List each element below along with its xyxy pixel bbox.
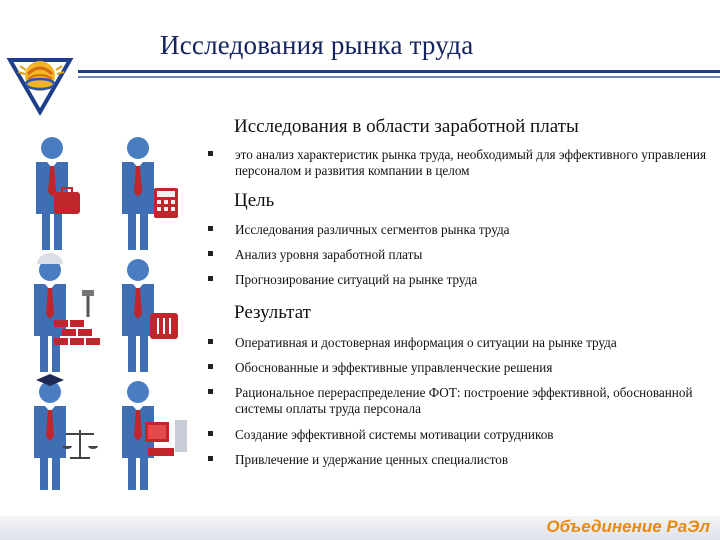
person-briefcase-icon — [36, 137, 80, 250]
bullet-icon — [208, 226, 213, 231]
section-heading-result: Результат — [234, 302, 311, 323]
person-calculator-icon — [122, 137, 178, 250]
person-computer-icon — [122, 381, 187, 490]
bullet-icon — [208, 251, 213, 256]
bullet-icon — [208, 339, 213, 344]
person-toolbox-icon — [122, 259, 178, 372]
workers-illustration — [20, 130, 200, 490]
section-heading-salary: Исследования в области заработной платы — [234, 116, 579, 137]
title-divider — [78, 70, 720, 73]
bullet-icon — [208, 431, 213, 436]
section-heading-goal: Цель — [234, 190, 275, 211]
list-item: это анализ характеристик рынка труда, необходимый для эффективного управления персоналом и развития компании в целом — [208, 147, 712, 181]
title-divider-thin — [78, 76, 720, 78]
bullet-icon — [208, 364, 213, 369]
bullet-icon — [208, 456, 213, 461]
person-graduate-scales-icon — [34, 374, 98, 490]
bullet-icon — [208, 389, 213, 394]
bullet-icon — [208, 276, 213, 281]
list-item: Рациональное перераспределение ФОТ: построение эффективной, обоснованной системы оплаты труда персонала — [208, 385, 712, 419]
footer-brand: Объединение РаЭл — [546, 517, 710, 536]
page-title: Исследования рынка труда — [160, 30, 474, 60]
company-logo-icon — [6, 52, 74, 118]
footer-bar — [0, 516, 720, 540]
bullet-icon — [208, 151, 213, 156]
person-builder-bricks-icon — [34, 253, 100, 372]
